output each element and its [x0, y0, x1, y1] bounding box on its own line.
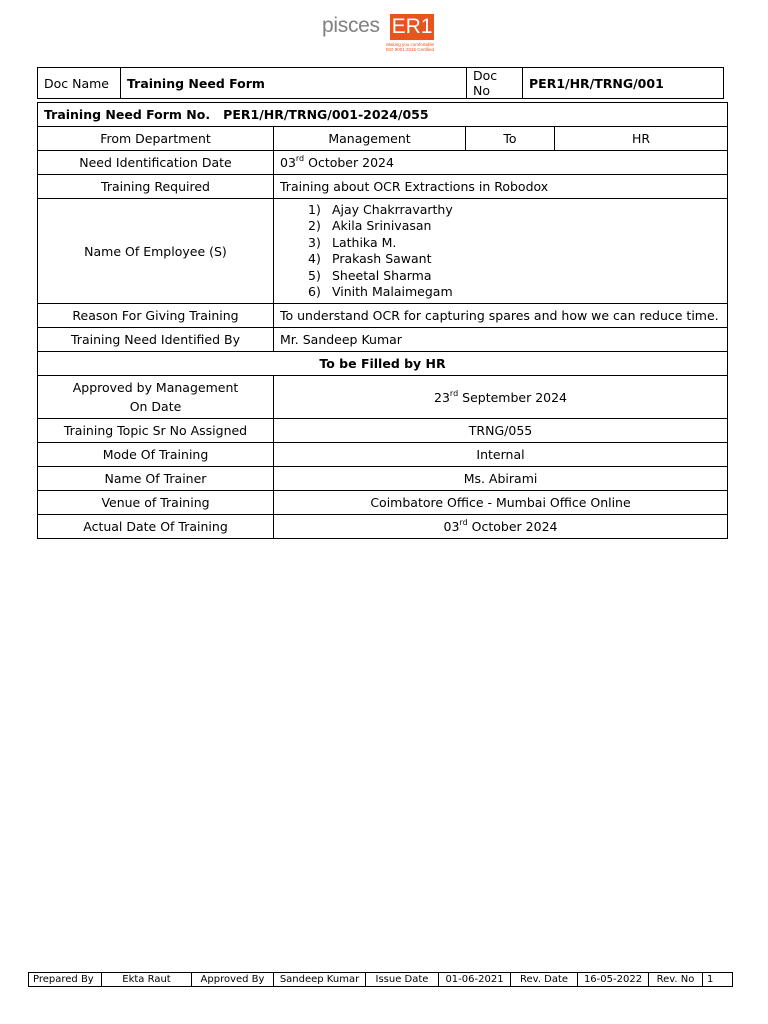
trainer-label: Name Of Trainer: [38, 467, 274, 491]
identified-by-label: Training Need Identified By: [38, 328, 274, 352]
need-date-label: Need Identification Date: [38, 151, 274, 175]
identified-by-value: Mr. Sandeep Kumar: [274, 328, 728, 352]
form-number-label: Training Need Form No.: [44, 107, 211, 122]
doc-no-label: Doc No: [467, 68, 523, 99]
actual-suffix: rd: [459, 518, 468, 527]
logo-certification: ISO 9001:2015 Certified: [385, 47, 434, 52]
list-item: [308, 284, 721, 301]
employee-name: Akila Srinivasan: [332, 218, 432, 233]
employee-name: Prakash Sawant: [332, 251, 432, 266]
venue-value: Coimbatore Office - Mumbai Office Online: [274, 491, 728, 515]
list-item: [308, 268, 721, 285]
approved-date-value: [274, 376, 728, 419]
actual-date-value: [274, 515, 728, 539]
venue-label: Venue of Training: [38, 491, 274, 515]
need-date-day: 03: [280, 155, 296, 170]
employee-name: Sheetal Sharma: [332, 267, 432, 283]
rev-date-value: 16-05-2022: [578, 973, 649, 987]
employee-name: Lathika M.: [332, 234, 397, 250]
issue-date-label: Issue Date: [366, 973, 439, 987]
doc-no-value: PER1/HR/TRNG/001: [523, 68, 724, 99]
employee-number: 6): [308, 284, 321, 299]
training-need-form: [37, 102, 728, 539]
list-item: [308, 235, 721, 252]
approved-rest: September 2024: [458, 389, 568, 405]
mode-label: Mode Of Training: [38, 443, 274, 467]
doc-name-label: Doc Name: [38, 68, 121, 99]
logo-tagline-text: Making you comfortable: [386, 42, 434, 47]
actual-rest: October 2024: [467, 519, 558, 534]
issue-date-value: 01-06-2021: [439, 973, 511, 987]
employee-number: 4): [308, 251, 321, 266]
logo-word: pisces: [322, 14, 380, 37]
prepared-by-label: Prepared By: [29, 973, 102, 987]
form-number-row: [38, 103, 728, 127]
logo-mark: ER1: [391, 15, 433, 38]
approved-date-label: [38, 376, 274, 419]
need-date-rest: October 2024: [304, 155, 394, 170]
approved-by-value: Sandeep Kumar: [274, 973, 366, 987]
training-required-label: Training Required: [38, 175, 274, 199]
rev-no-label: Rev. No: [649, 973, 703, 987]
rev-no-value: 1: [703, 973, 733, 987]
to-value: HR: [555, 127, 728, 151]
employee-number: 1): [308, 201, 321, 217]
footer-table: [28, 972, 733, 987]
hr-section-title: To be Filled by HR: [38, 352, 728, 376]
trainer-value: Ms. Abirami: [274, 467, 728, 491]
to-label: To: [466, 127, 555, 151]
employee-number: 2): [308, 218, 321, 233]
employee-number: 3): [308, 234, 321, 250]
from-department-value: Management: [274, 127, 466, 151]
form-number-value: PER1/HR/TRNG/001-2024/055: [223, 107, 429, 122]
list-item: [308, 218, 721, 235]
training-required-value: Training about OCR Extractions in Robodox: [274, 175, 728, 199]
doc-name-value: Training Need Form: [121, 68, 467, 99]
need-date-value: [274, 151, 728, 175]
actual-date-label: Actual Date Of Training: [38, 515, 274, 539]
from-department-label: From Department: [38, 127, 274, 151]
approved-label-line2: On Date: [129, 399, 182, 414]
approved-suffix: rd: [449, 388, 459, 398]
rev-date-label: Rev. Date: [511, 973, 578, 987]
doc-header-table: [37, 67, 724, 99]
employee-number: 5): [308, 267, 321, 283]
reason-value: To understand OCR for capturing spares and how we can reduce time.: [274, 304, 728, 328]
mode-value: Internal: [274, 443, 728, 467]
list-item: [308, 251, 721, 268]
topic-value: TRNG/055: [274, 419, 728, 443]
employee-name: Vinith Malaimegam: [332, 284, 453, 299]
list-item: [308, 202, 721, 219]
employees-label: Name Of Employee (S): [38, 199, 274, 304]
employee-list: [280, 200, 721, 303]
reason-label: Reason For Giving Training: [38, 304, 274, 328]
topic-label: Training Topic Sr No Assigned: [38, 419, 274, 443]
approved-by-label: Approved By: [192, 973, 274, 987]
approved-label-line1: Approved by Management: [72, 380, 239, 395]
actual-day: 03: [443, 519, 460, 534]
employees-cell: [274, 199, 728, 304]
logo-tagline: [370, 42, 434, 52]
approved-day: 23: [434, 389, 450, 405]
employee-name: Ajay Chakrravarthy: [332, 201, 453, 217]
company-logo: [322, 12, 462, 54]
need-date-suffix: rd: [295, 154, 305, 163]
prepared-by-value: Ekta Raut: [102, 973, 192, 987]
